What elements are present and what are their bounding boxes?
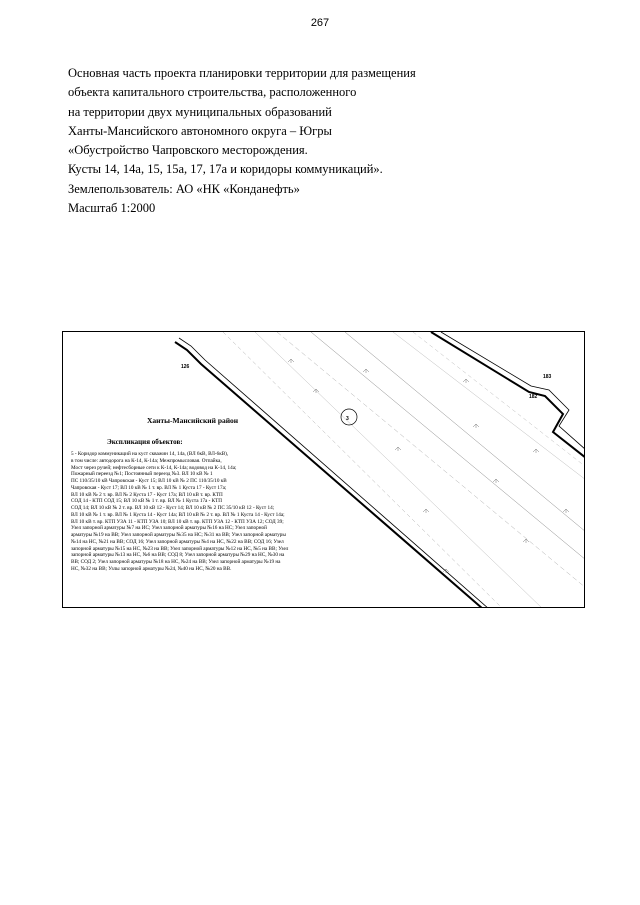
header-line: Кусты 14, 14а, 15, 15а, 17, 17а и коридоры коммуникаций». (68, 162, 383, 177)
legend-line: ВЛ 10 кВ т. вр. КТП УЗА 11 - КТП УЗА 10; ВЛ 10 кВ т. вр. КТП УЗА 12 - КТП УЗА 12; СОД 39; (71, 518, 284, 525)
legend-line: 5 - Коридор коммуникаций на куст скважин 14, 14а, (ВЛ 6кВ, ВЛ-6кВ), (71, 451, 229, 457)
legend-line: ВЛ 10 кВ № 1 т. вр. ВЛ № 1 Куста 14 - Куст 14а; ВЛ 10 кВ № 2 т. вр. ВЛ № 1 Куста 14 - Куст 14а; (71, 511, 285, 518)
boundary-line-right (441, 332, 585, 450)
object-label-3: 3 (346, 416, 349, 422)
header-line: «Обустройство Чапровского месторождения. (68, 143, 308, 158)
region-label: Ханты-Мансийский район (147, 416, 239, 425)
header-line: на территории двух муниципальных образований (68, 104, 332, 119)
legend-line: ПС 110/35/10 кВ Чапровская - Куст 15; ВЛ 10 кВ № 2 ПС 110/35/10 кВ (71, 478, 227, 484)
legend-line: СОД 14 - КТП СОД 15; ВЛ 10 кВ № 1 т. вр. ВЛ № 1 Куста 17а - КТП (71, 498, 223, 505)
header-line: Основная часть проекта планировки территории для размещения (68, 66, 416, 80)
document-header (68, 64, 588, 218)
legend-line: Узел запорной арматуры №7 на ИС; Узел запорной арматуры №16 на НС; Узел запорной (71, 525, 267, 532)
page-number: 267 (310, 17, 330, 29)
legend-line: арматуры №19 на ВВ; Узел запорной арматуры №35 на НС; №31 на ВВ; Узел запорной арматуры (71, 532, 286, 538)
corridor-line (345, 332, 585, 532)
scale-line: Масштаб 1:2000 (68, 201, 156, 216)
legend-line: НС, №32 на ВВ; Узлы запорной арматуры №24, №40 на НС, №20 на ВВ. (71, 565, 232, 572)
landowner-line: Землепользователь: АО «НК «Конданефть» (68, 181, 300, 196)
header-line: объекта капитального строительства, расположенного (68, 85, 357, 100)
legend-line: запорной арматуры №13 на НС, №6 на ВВ; СОД 8; Узел запорной арматуры №29 на НС, №30 на (71, 552, 285, 559)
legend-line: Мост через ручей; нефтесборные сети к К-14, К-14а; водовод на К-14, 14а; (71, 464, 237, 471)
legend-line: ВЛ 10 кВ № 2 т. вр. ВЛ № 2 Куста 17 - Куст 17а; ВЛ 10 кВ т. вр. КТП (71, 491, 223, 498)
point-label-126: 126 (181, 364, 190, 370)
legend-body (71, 451, 381, 573)
planning-map (62, 331, 585, 608)
boundary-line-right (431, 332, 585, 458)
legend-line: запорной арматуры №15 на НС, №23 на ВВ; Узел запорной арматуры №12 на НС, №5 на ВВ; Узел (71, 545, 289, 552)
legend-line: ВВ; СОД 2; Узел запорной арматуры №18 на НС, №24 на ВВ; Узел запорной арматуры №19 на (71, 559, 281, 565)
legend-line: в том числе: автодорога на К-14, К-14а; Межпромысловая. Отпайка, (71, 457, 222, 464)
legend-line: №14 на НС, №21 на ВВ; СОД 16; Узел запорной арматуры №4 на НС, №22 на ВВ; СОД 16; Узел (71, 538, 284, 545)
header-line: Ханты-Мансийского автономного округа – Югры (68, 123, 332, 138)
point-label-183: 183 (543, 374, 552, 380)
corridor-line (413, 332, 585, 467)
legend-title: Экспликация объектов: (107, 438, 183, 446)
legend-line: Пожарный переезд №1; Постоянный переезд №3. ВЛ 10 кВ № 1 (71, 471, 213, 478)
legend-line: Чапровская - Куст 17; ВЛ 10 кВ № 1 т. вр. ВЛ № 1 Куста 17 - Куст 17а; (71, 484, 227, 491)
point-label-182: 182 (529, 394, 538, 400)
legend-line: СОД 14; ВЛ 10 кВ № 2 т. вр. ВЛ 10 кВ 12 - Куст 14; ВЛ 10 кВ № 2 ПС 35/10 кВ 12 - Куст 14; (71, 505, 275, 511)
